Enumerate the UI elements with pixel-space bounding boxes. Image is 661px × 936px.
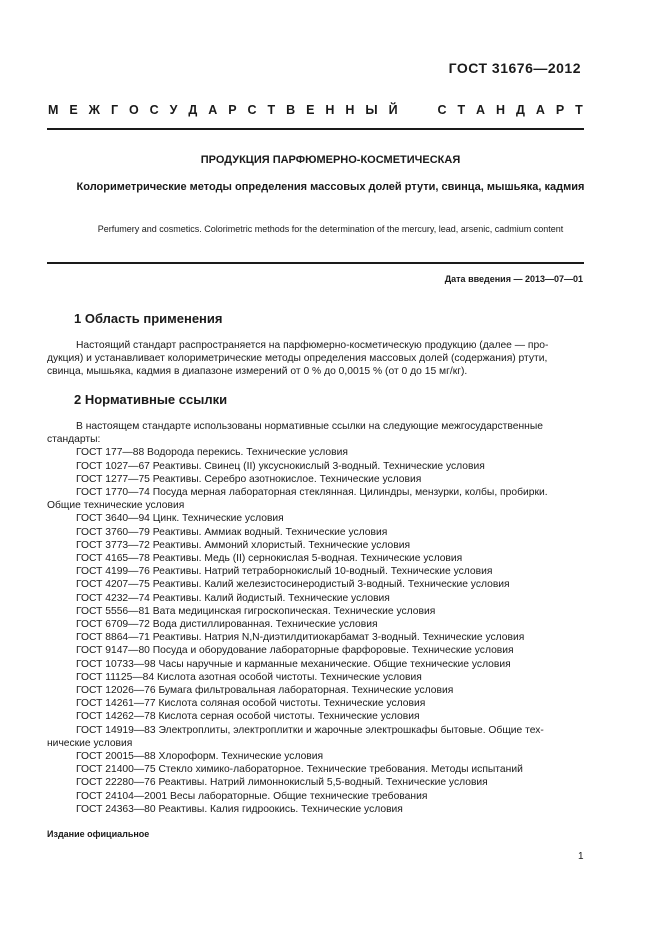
section-1-body xyxy=(47,339,584,379)
banner-letter: Ы xyxy=(365,103,378,117)
reference-item: ГОСТ 3773—72 Реактивы. Аммоний хлористый. Технические условия xyxy=(76,539,411,551)
reference-item: ГОСТ 10733—98 Часы наручные и карманные механические. Общие технические условия xyxy=(76,658,511,670)
reference-item: ГОСТ 177—88 Водорода перекись. Технические условия xyxy=(76,447,348,459)
title-rule xyxy=(47,262,584,264)
banner-letter: У xyxy=(169,103,178,117)
section-2-heading: 2 Нормативные ссылки xyxy=(74,392,228,407)
section-1-heading: 1 Область применения xyxy=(74,311,223,326)
reference-item: ГОСТ 1277—75 Реактивы. Серебро азотнокислое. Технические условия xyxy=(76,473,422,485)
section-2-body xyxy=(47,420,584,816)
banner-letter: Ж xyxy=(88,103,100,117)
reference-item: ГОСТ 4232—74 Реактивы. Калий йодистый. Технические условия xyxy=(76,592,390,604)
reference-item: ГОСТ 12026—76 Бумага фильтровальная лабораторная. Технические условия xyxy=(76,685,454,697)
banner-letter: Р xyxy=(228,103,237,117)
reference-item: ГОСТ 24104—2001 Весы лабораторные. Общие технические требования xyxy=(76,790,428,802)
page-number: 1 xyxy=(578,851,584,862)
document-title: ПРОДУКЦИЯ ПАРФЮМЕРНО-КОСМЕТИЧЕСКАЯ xyxy=(200,154,461,166)
standard-number: ГОСТ 31676—2012 xyxy=(448,60,581,76)
banner-letter: С xyxy=(437,103,447,117)
reference-item: ГОСТ 14262—78 Кислота серная особой чистоты. Технические условия xyxy=(76,711,420,723)
reference-continuation: нические условия xyxy=(47,737,133,749)
interstate-standard-banner xyxy=(48,103,583,117)
reference-item: ГОСТ 11125—84 Кислота азотная особой чистоты. Технические условия xyxy=(76,671,422,683)
normative-references-list xyxy=(47,446,584,816)
banner-letter: Г xyxy=(110,103,119,117)
reference-item: ГОСТ 14919—83 Электроплиты, электроплитки и жарочные электрошкафы бытовые. Общие тех- xyxy=(76,724,544,736)
banner-letter: Н xyxy=(345,103,355,117)
banner-letter: Т xyxy=(267,103,276,117)
banner-letter: Н xyxy=(325,103,335,117)
banner-letter: С xyxy=(149,103,159,117)
banner-letter: С xyxy=(247,103,257,117)
banner-letter: Е xyxy=(69,103,78,117)
document-title-english: Perfumery and cosmetics. Colorimetric methods for the determination of the mercury, lead, arsenic, cadmium content xyxy=(97,224,564,234)
reference-item: ГОСТ 8864—71 Реактивы. Натрия N,N-диэтилдитиокарбамат 3-водный. Технические условия xyxy=(76,632,525,644)
reference-item: ГОСТ 3640—94 Цинк. Технические условия xyxy=(76,513,284,525)
banner-letter: А xyxy=(208,103,218,117)
official-edition-label: Издание официальное xyxy=(47,829,150,839)
banner-letter: Й xyxy=(388,103,398,117)
reference-item: ГОСТ 21400—75 Стекло химико-лабораторное. Технические требования. Методы испытаний xyxy=(76,764,523,776)
reference-item: ГОСТ 4199—76 Реактивы. Натрий тетраборнокислый 10-водный. Технические условия xyxy=(76,566,493,578)
reference-item: ГОСТ 5556—81 Вата медицинская гигроскопическая. Технические условия xyxy=(76,605,436,617)
section-2-intro-line: В настоящем стандарте использованы нормативные ссылки на следующие межгосударственные xyxy=(76,421,543,432)
banner-letter: А xyxy=(476,103,486,117)
section-2-intro-line: стандарты: xyxy=(47,434,101,446)
reference-item: ГОСТ 1027—67 Реактивы. Свинец (II) уксуснокислый 3-водный. Технические условия xyxy=(76,460,485,472)
reference-item: ГОСТ 14261—77 Кислота соляная особой чистоты. Технические условия xyxy=(76,698,426,710)
reference-item: ГОСТ 4207—75 Реактивы. Калий железистосинеродистый 3-водный. Технические условия xyxy=(76,579,510,591)
reference-item: ГОСТ 24363—80 Реактивы. Калия гидроокись. Технические условия xyxy=(76,803,403,815)
banner-letter: М xyxy=(48,103,59,117)
banner-letter: Н xyxy=(496,103,506,117)
top-rule xyxy=(47,128,584,130)
introduction-date: Дата введения — 2013—07—01 xyxy=(444,274,583,284)
reference-item: ГОСТ 3760—79 Реактивы. Аммиак водный. Технические условия xyxy=(76,526,388,538)
reference-item: ГОСТ 20015—88 Хлороформ. Технические условия xyxy=(76,751,324,763)
banner-letter: Е xyxy=(306,103,315,117)
document-subtitle: Колориметрические методы определения массовых долей ртути, свинца, мышьяка, кадмия xyxy=(76,181,585,193)
banner-letter: Т xyxy=(457,103,466,117)
banner-letter: В xyxy=(286,103,296,117)
reference-item: ГОСТ 9147—80 Посуда и оборудование лабораторные фарфоровые. Технические условия xyxy=(76,645,514,657)
reference-item: ГОСТ 22280—76 Реактивы. Натрий лимоннокислый 5,5-водный. Технические условия xyxy=(76,777,488,789)
reference-continuation: Общие технические условия xyxy=(47,500,185,512)
banner-letter: Д xyxy=(188,103,198,117)
banner-letter xyxy=(409,103,427,117)
banner-letter: О xyxy=(128,103,139,117)
reference-item: ГОСТ 4165—78 Реактивы. Медь (II) сернокислая 5-водная. Технические условия xyxy=(76,553,463,565)
section-1-line: дукция) и устанавливает колориметрические методы определения массовых долей (содержания) ртути, xyxy=(47,353,548,365)
reference-item: ГОСТ 1770—74 Посуда мерная лабораторная стеклянная. Цилиндры, мензурки, колбы, пробирки. xyxy=(76,487,548,499)
section-1-line: свинца, мышьяка, кадмия в диапазоне измерений от 0 % до 0,0015 % (от 0 до 15 мг/кг). xyxy=(47,366,468,378)
banner-letter: Д xyxy=(516,103,525,117)
reference-item: ГОСТ 6709—72 Вода дистиллированная. Технические условия xyxy=(76,619,378,631)
banner-letter: А xyxy=(535,103,545,117)
section-1-line: Настоящий стандарт распространяется на парфюмерно-косметическую продукцию (далее — про- xyxy=(76,340,549,351)
banner-letter: Р xyxy=(555,103,565,117)
banner-letter: Т xyxy=(575,103,583,117)
